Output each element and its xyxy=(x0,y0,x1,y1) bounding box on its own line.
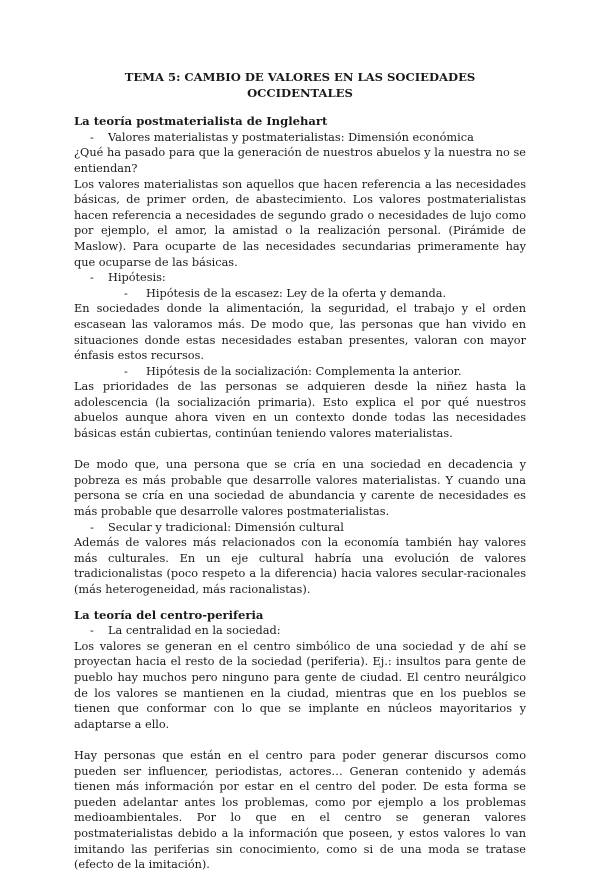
bullet-marker: - xyxy=(90,130,94,144)
paragraph: De modo que, una persona que se cría en una sociedad en decadencia y pobreza es más probable que desarrolle valores materialistas. Y cuando una persona se cría en una sociedad de abundancia y carente de necesidades es más probable que desarrolle valores postmaterialistas. xyxy=(74,458,526,519)
bullet-item xyxy=(74,623,526,639)
bullet-marker: - xyxy=(90,520,94,534)
spacer xyxy=(74,598,526,608)
bullet-text: Hipótesis: xyxy=(108,271,166,285)
bullet-marker: - xyxy=(124,286,128,300)
document-title: TEMA 5: CAMBIO DE VALORES EN LAS SOCIEDADES OCCIDENTALES xyxy=(124,70,476,100)
bullet-text: La centralidad en la sociedad: xyxy=(108,624,281,638)
bullet-marker: - xyxy=(90,271,94,285)
bullet-item xyxy=(74,520,526,536)
bullet-text: Secular y tradicional: Dimensión cultural xyxy=(108,520,344,534)
sub-bullet-item xyxy=(74,286,526,302)
paragraph: Las prioridades de las personas se adquieren desde la niñez hasta la adolescencia (la socialización primaria). Esto explica el por qué nuestros abuelos aunque ahora viven en un contexto donde todas las necesidades básicas están cubiertas, continúan teniendo valores materialistas. xyxy=(74,380,526,441)
bullet-marker: - xyxy=(124,364,128,378)
section-heading-inglehart: La teoría postmaterialista de Inglehart xyxy=(74,114,328,129)
section-heading-centro-periferia: La teoría del centro-periferia xyxy=(74,607,264,622)
bullet-item xyxy=(74,270,526,286)
document-page xyxy=(74,70,526,873)
spacer xyxy=(74,442,526,458)
bullet-text: Valores materialistas y postmaterialistas: Dimensión económica xyxy=(108,130,474,144)
bullet-item xyxy=(74,130,526,146)
paragraph: Hay personas que están en el centro para poder generar discursos como pueden ser influencer, periodistas, actores… Generan contenido y además tienen más información por estar en el centro del poder. De esta forma se pueden adelantar antes los problemas, como por ejemplo a los problemas medioambientales. Por lo que en el centro se generan valores postmaterialistas debido a la información que poseen, y estos valores lo van imitando las periferias sin conocimiento, como si de una moda se tratase (efecto de la imitación). xyxy=(74,748,526,872)
question-paragraph: ¿Qué ha pasado para que la generación de nuestros abuelos y la nuestra no se entiendan? xyxy=(74,146,526,175)
paragraph: Los valores se generan en el centro simbólico de una sociedad y de ahí se proyectan hacia el resto de la sociedad (periferia). Ej.: insultos para gente de pueblo hay muchos pero ninguno para gente de ciudad. El centro neurálgico de los valores se mantienen en la ciudad, mientras que en los pueblos se tienen que conformar con lo que se implante en núcleos mayoritarios y adaptarse a ello. xyxy=(74,639,526,731)
sub-bullet-item xyxy=(74,364,526,380)
paragraph: En sociedades donde la alimentación, la seguridad, el trabajo y el orden escasean las valoramos más. De modo que, las personas que han vivido en situaciones donde estas necesidades estaban presentes, valoran con mayor énfasis estos recursos. xyxy=(74,302,526,363)
bullet-text: Hipótesis de la socialización: Complementa la anterior. xyxy=(146,364,462,378)
bullet-text: Hipótesis de la escasez: Ley de la oferta y demanda. xyxy=(146,286,447,300)
paragraph: Además de valores más relacionados con la economía también hay valores más culturales. En un eje cultural habría una evolución de valores tradicionalistas (poco respeto a la diferencia) hacia valores secular-racionales (más heterogeneidad, más racionalistas). xyxy=(74,536,526,596)
bullet-marker: - xyxy=(90,624,94,638)
spacer xyxy=(74,732,526,748)
paragraph: Los valores materialistas son aquellos que hacen referencia a las necesidades básicas, de primer orden, de abastecimiento. Los valores postmaterialistas hacen referencia a necesidades de segundo grado o necesidades de lujo como por ejemplo, el amor, la amistad o la realización personal. (Pirámide de Maslow). Para ocuparte de las necesidades secundarias primeramente hay que ocuparse de las básicas. xyxy=(74,177,526,269)
